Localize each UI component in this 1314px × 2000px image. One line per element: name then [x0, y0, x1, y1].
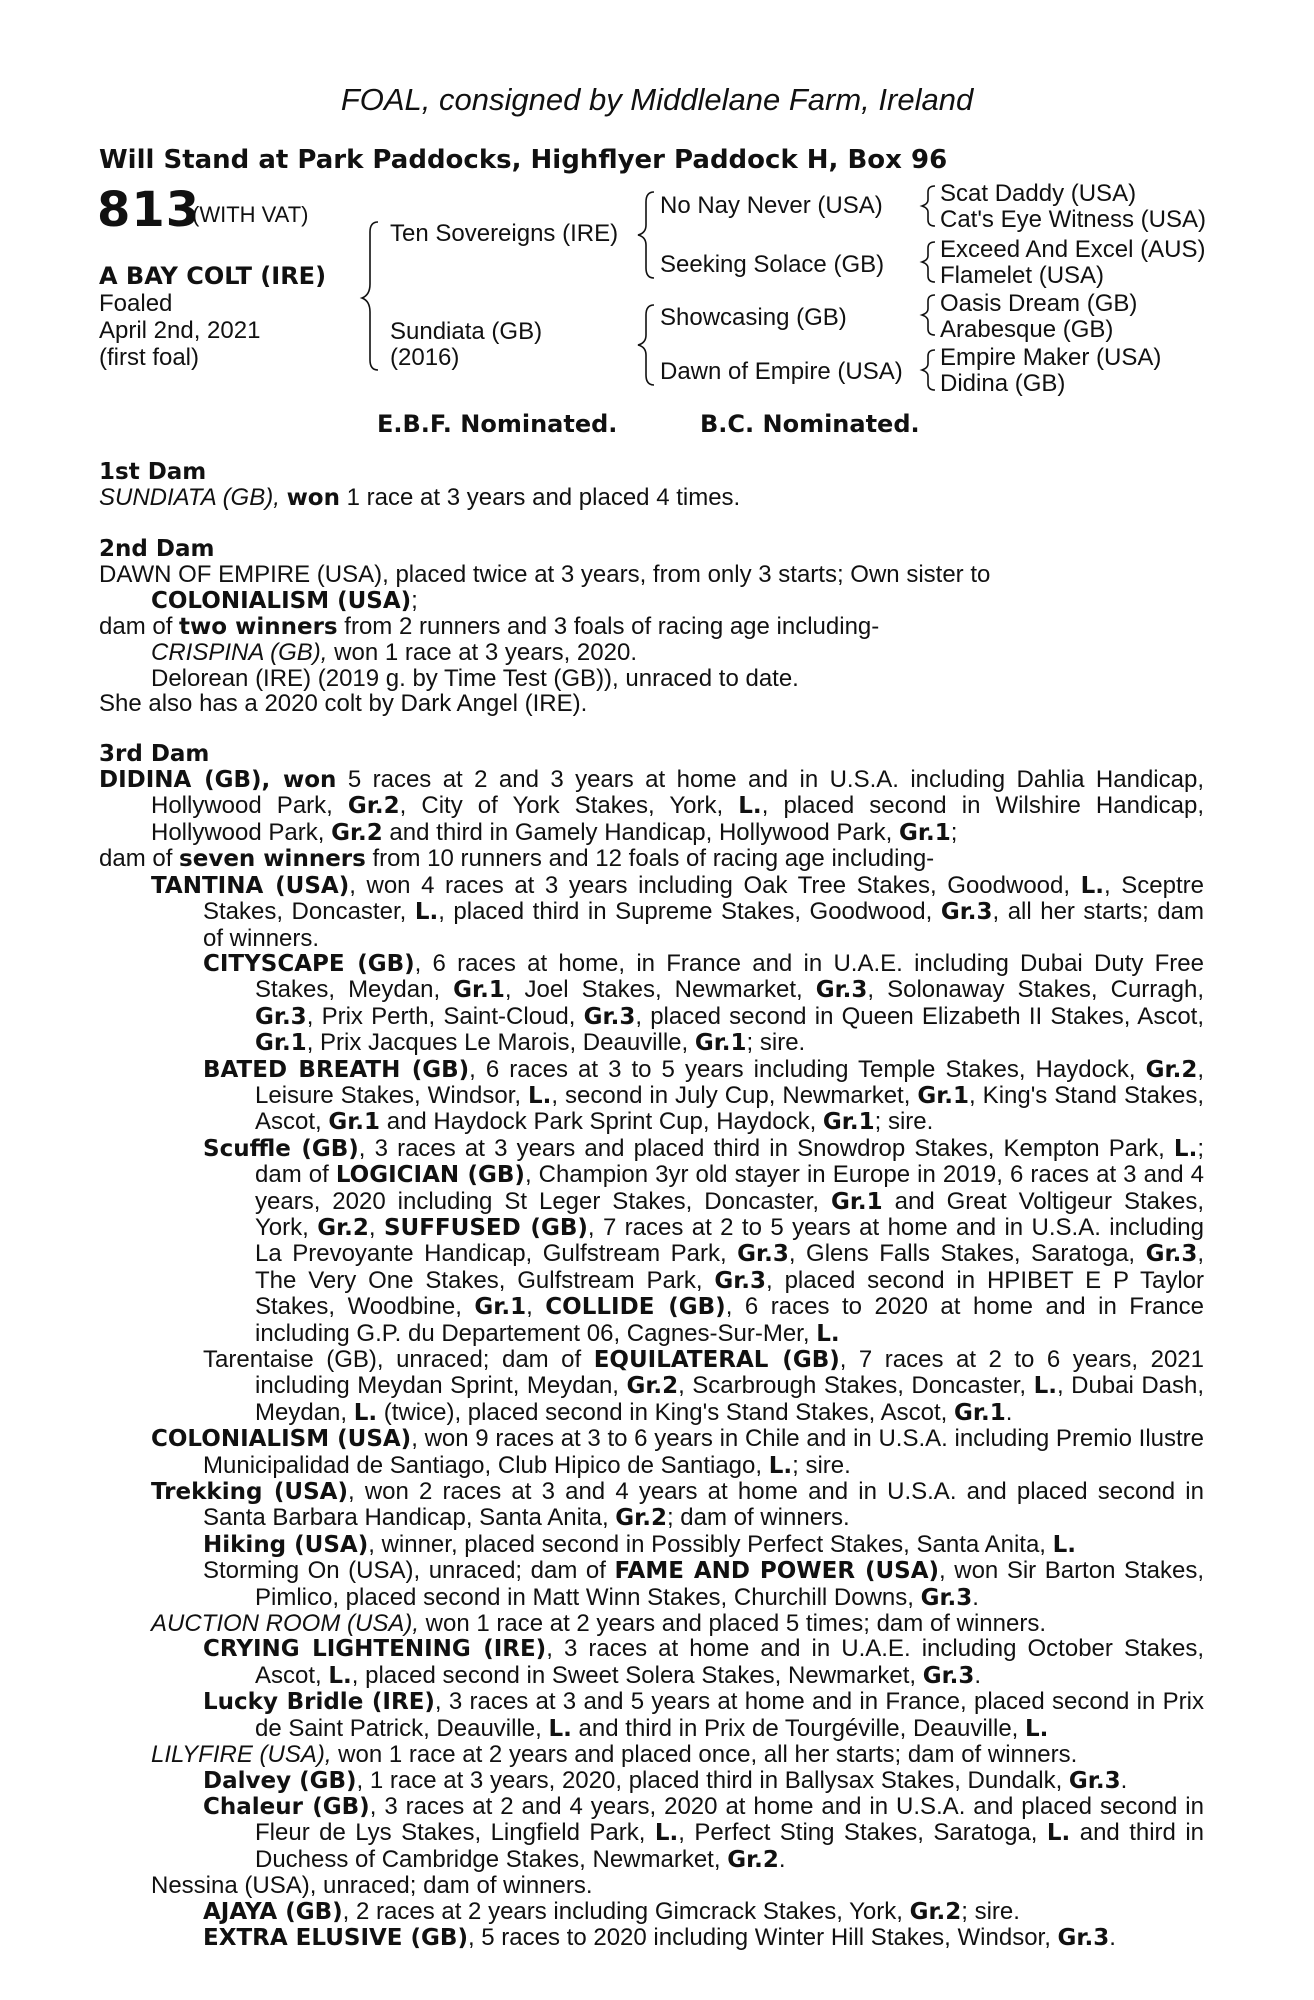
dalvey-entry — [99, 1768, 1204, 1794]
first-dam-name: SUNDIATA (GB), — [99, 484, 280, 512]
text-segment: , placed second in HPIBET E P Taylor Stakes, Woodbine, — [255, 1266, 1204, 1321]
text-segment: , 3 races at 2 and 4 years, 2020 at home and in U.S.A. and placed second in Fleur de Lys Stakes, Lingfield Park, — [255, 1792, 1204, 1847]
text-segment: , 3 races at 3 and 5 years at home and in France, placed second in Prix de Saint Patrick, Deauville, — [255, 1688, 1204, 1742]
text-segment: Nessina (USA), unraced; dam of winners. — [151, 1872, 593, 1900]
text-segment: TANTINA (USA) — [151, 872, 350, 899]
text-segment: L. — [738, 793, 762, 820]
cityscape-entry — [99, 951, 1204, 1057]
ajaya-entry — [99, 1899, 1204, 1925]
text-segment: AJAYA (GB) — [203, 1898, 343, 1925]
text-segment: Gr.2 — [317, 1214, 369, 1241]
text-segment: Gr.3 — [714, 1267, 767, 1294]
text-segment: , — [526, 1293, 546, 1321]
text-segment: Hiking (USA) — [203, 1531, 369, 1558]
text-segment: Gr.3 — [737, 1241, 789, 1268]
bated-breath-entry — [99, 1057, 1204, 1136]
text-segment: , placed second in Wilshire Handicap, Hollywood Park, — [151, 792, 1204, 846]
vat-note: (WITH VAT) — [192, 202, 309, 227]
sire-dam: Seeking Solace (GB) — [660, 251, 885, 278]
text-segment: , won Sir Barton Stakes, Pimlico, placed second in Matt Winn Stakes, Churchill Downs, — [255, 1557, 1205, 1611]
text-segment: , Glens Falls Stakes, Saratoga, — [788, 1240, 1146, 1268]
hiking-entry — [99, 1532, 1204, 1558]
text-segment: Gr.2 — [727, 1846, 779, 1873]
text-segment: Gr.3 — [1057, 1924, 1110, 1951]
text-segment: ; sire. — [746, 1029, 806, 1057]
first-dam-won: won — [286, 485, 340, 512]
text-segment: , The Very One Stakes, Gulfstream Park, — [255, 1240, 1204, 1294]
text-segment: L. — [1052, 1531, 1077, 1558]
auction-room-entry — [99, 1611, 1204, 1636]
text-segment: Gr.2 — [626, 1373, 679, 1400]
text-segment: L. — [528, 1082, 552, 1109]
text-segment: DAWN OF EMPIRE (USA), placed twice at 3 years, from only 3 starts; Own sister to — [99, 561, 991, 589]
nessina-entry — [99, 1873, 1204, 1898]
lucky-bridle-entry — [99, 1689, 1204, 1742]
text-segment: and third in Gamely Handicap, Hollywood Park, — [382, 818, 900, 846]
text-segment: COLONIALISM (USA) — [151, 1426, 412, 1453]
text-segment: L. — [414, 899, 439, 926]
text-segment: L. — [1046, 1820, 1071, 1847]
text-segment: , all her starts; dam of winners. — [203, 898, 1204, 952]
text-segment: from 2 runners and 3 foals of racing age including- — [337, 613, 880, 641]
tantina-entry — [99, 873, 1204, 951]
first-dam-heading: 1st Dam — [99, 459, 207, 485]
text-segment: , 6 races at home, in France and in U.A.E. including Dubai Duty Free Stakes, Meydan, — [255, 949, 1204, 1004]
text-segment: and Great Voltigeur Stakes, York, — [255, 1187, 1204, 1241]
text-segment: L. — [768, 1452, 793, 1479]
ancestor-4: Flamelet (USA) — [940, 262, 1105, 289]
text-segment: Gr.3 — [255, 1003, 307, 1030]
text-segment: dam of — [99, 845, 180, 873]
text-segment: , won 9 races at 3 to 6 years in Chile and in U.S.A. including Premio Ilustre Municipalidad de Santiago, Club Hipico de Santiago, — [203, 1425, 1205, 1479]
text-segment: Gr.2 — [347, 793, 400, 820]
text-segment: EXTRA ELUSIVE (GB) — [203, 1924, 468, 1951]
text-segment: L. — [1025, 1715, 1049, 1742]
text-segment: Gr.3 — [815, 977, 868, 1004]
ancestor-7: Empire Maker (USA) — [940, 344, 1162, 371]
text-segment: CRISPINA (GB), — [151, 639, 328, 667]
text-segment: L. — [548, 1715, 572, 1742]
text-segment: Dalvey (GB) — [203, 1767, 357, 1794]
text-segment: , Solonaway Stakes, Curragh, — [867, 976, 1205, 1004]
text-segment: COLLIDE (GB) — [545, 1294, 726, 1321]
text-segment: , Scarbrough Stakes, Doncaster, — [678, 1372, 1034, 1400]
text-segment: , 6 races at 3 to 5 years including Temple Stakes, Haydock, — [469, 1055, 1146, 1083]
text-segment: L. — [328, 1662, 352, 1689]
text-segment: ; dam of winners. — [666, 1504, 850, 1532]
text-segment: , Leisure Stakes, Windsor, — [255, 1055, 1204, 1109]
second-dam-produce — [99, 614, 1204, 640]
text-segment: . — [972, 1583, 979, 1611]
text-segment: Tarentaise (GB), unraced; dam of — [203, 1346, 594, 1373]
text-segment: , won 2 races at 3 and 4 years at home and in U.S.A. and placed second in Santa Barbara Handicap, Santa Anita, — [203, 1478, 1204, 1532]
ancestor-3: Exceed And Excel (AUS) — [940, 236, 1206, 263]
text-segment: , 3 races at 3 years and placed third in Snowdrop Stakes, Kempton Park, — [358, 1134, 1174, 1162]
text-segment: Gr.1 — [328, 1109, 381, 1136]
ancestor-2: Cat's Eye Witness (USA) — [940, 206, 1206, 233]
text-segment: Lucky Bridle (IRE) — [203, 1689, 435, 1716]
ancestor-8: Didina (GB) — [940, 370, 1066, 397]
ancestor-6: Arabesque (GB) — [940, 316, 1114, 343]
dam-year: (2016) — [390, 344, 460, 371]
text-segment: , Prix Jacques Le Marois, Deauville, — [306, 1029, 695, 1057]
text-segment: LOGICIAN (GB) — [335, 1162, 525, 1189]
ancestor-1: Scat Daddy (USA) — [940, 180, 1137, 207]
bc-nomination: B.C. Nominated. — [700, 410, 920, 438]
text-segment: , placed second in Queen Elizabeth II Stakes, Ascot, — [635, 1002, 1204, 1030]
text-segment: , Dubai Dash, Meydan, — [255, 1372, 1205, 1426]
text-segment: , Champion 3yr old stayer in Europe in 2019, 6 races at 3 and 4 years, 2020 including St Leger Stakes, Doncaster, — [255, 1161, 1205, 1215]
text-segment: , placed second in Sweet Solera Stakes, Newmarket, — [351, 1661, 923, 1689]
page-title: FOAL, consigned by Middlelane Farm, Ireland — [340, 82, 974, 117]
text-segment: , King's Stand Stakes, Ascot, — [255, 1081, 1204, 1136]
foaled-label: Foaled — [99, 290, 173, 317]
text-segment: , 2 races at 2 years including Gimcrack Stakes, York, — [342, 1897, 910, 1925]
storming-on-entry — [99, 1558, 1204, 1611]
text-segment: , Perfect Sting Stakes, Saratoga, — [678, 1819, 1047, 1847]
second-dam-heading: 2nd Dam — [99, 535, 215, 562]
text-segment: Storming On (USA), unraced; dam of — [203, 1557, 615, 1585]
text-segment: , 5 races to 2020 including Winter Hill Stakes, Windsor, — [467, 1923, 1058, 1951]
text-segment: and Haydock Park Sprint Cup, Haydock, — [380, 1108, 823, 1136]
scuffle-entry — [99, 1136, 1204, 1347]
text-segment: Gr.1 — [255, 1030, 307, 1057]
text-segment: . — [778, 1845, 786, 1873]
third-dam-heading: 3rd Dam — [99, 740, 210, 767]
text-segment: CRYING LIGHTENING (IRE) — [203, 1636, 547, 1663]
text-segment: Gr.2 — [1145, 1056, 1198, 1083]
text-segment: SUFFUSED (GB) — [383, 1214, 588, 1241]
text-segment: Gr.1 — [453, 977, 505, 1004]
sire-sire: No Nay Never (USA) — [660, 192, 883, 219]
text-segment: won 1 race at 2 years and placed 5 times; dam of winners. — [419, 1610, 1046, 1638]
stand-location: Will Stand at Park Paddocks, Highflyer Paddock H, Box 96 — [99, 145, 948, 175]
text-segment: ; dam of — [255, 1134, 1204, 1189]
text-segment: Gr.1 — [694, 1030, 747, 1057]
tarentaise-entry — [99, 1347, 1204, 1426]
trekking-entry — [99, 1479, 1204, 1532]
text-segment: , 1 race at 3 years, 2020, placed third in Ballysax Stakes, Dundalk, — [356, 1766, 1069, 1794]
text-segment: , — [368, 1213, 384, 1241]
text-segment: Gr.1 — [954, 1399, 1006, 1426]
ancestor-5: Oasis Dream (GB) — [940, 290, 1138, 317]
dam: Sundiata (GB) — [390, 318, 543, 345]
text-segment: ; — [950, 818, 958, 846]
text-segment: ; sire. — [874, 1108, 934, 1136]
text-segment: and third in Duchess of Cambridge Stakes, Newmarket, — [255, 1819, 1204, 1873]
lot-number: 813 — [97, 182, 201, 238]
text-segment: Gr.3 — [940, 899, 993, 926]
text-segment: Gr.2 — [331, 819, 383, 846]
crispina-entry — [99, 640, 1204, 665]
text-segment: ; sire. — [792, 1451, 851, 1479]
text-segment: L. — [353, 1399, 378, 1426]
text-segment: COLONIALISM (USA) — [151, 587, 412, 614]
text-segment: L. — [1173, 1135, 1198, 1162]
text-segment: Gr.3 — [920, 1584, 973, 1611]
text-segment: , placed third in Supreme Stakes, Goodwood, — [438, 898, 941, 926]
text-segment: Gr.3 — [583, 1003, 636, 1030]
extra-elusive-entry — [99, 1925, 1204, 1951]
colt-2020-entry: She also has a 2020 colt by Dark Angel (IRE). — [99, 690, 588, 718]
text-segment: AUCTION ROOM (USA), — [151, 1610, 419, 1638]
text-segment: Gr.2 — [909, 1898, 962, 1925]
text-segment: Gr.1 — [917, 1082, 970, 1109]
delorean-entry: Delorean (IRE) (2019 g. by Time Test (GB)), unraced to date. — [151, 664, 799, 692]
text-segment: won 1 race at 3 years, 2020. — [327, 639, 637, 667]
text-segment: L. — [654, 1820, 679, 1847]
text-segment: , won 4 races at 3 years including Oak Tree Stakes, Goodwood, — [349, 871, 1081, 899]
sire: Ten Sovereigns (IRE) — [390, 220, 619, 247]
pedigree-details — [99, 460, 1204, 1951]
foaled-date: April 2nd, 2021 — [99, 317, 261, 344]
ebf-nomination: E.B.F. Nominated. — [377, 410, 618, 438]
text-segment: won 1 race at 2 years and placed once, all her starts; dam of winners. — [331, 1741, 1078, 1769]
text-segment: . — [1109, 1923, 1116, 1951]
text-segment: CITYSCAPE (GB) — [203, 950, 415, 977]
text-segment: FAME AND POWER (USA) — [614, 1558, 940, 1585]
first-dam-text: 1 race at 3 years and placed 4 times. — [340, 484, 741, 512]
text-segment: Gr.1 — [830, 1188, 883, 1215]
text-segment: L. — [1080, 872, 1105, 899]
crying-lightening-entry — [99, 1636, 1204, 1689]
text-segment: BATED BREATH (GB) — [203, 1056, 470, 1083]
text-segment: Gr.2 — [615, 1505, 667, 1532]
second-dam-sister — [99, 588, 1204, 614]
text-segment: Trekking (USA) — [151, 1479, 348, 1506]
text-segment: ; sire. — [961, 1897, 1020, 1925]
text-segment: seven winners — [179, 846, 366, 873]
text-segment: dam of — [99, 613, 180, 641]
horse-name: A BAY COLT (IRE) — [99, 262, 327, 290]
text-segment: Scuffle (GB) — [203, 1135, 359, 1162]
text-segment: , 3 races at home and in U.A.E. including October Stakes, Ascot, — [255, 1635, 1204, 1689]
dam-sire: Showcasing (GB) — [660, 304, 847, 331]
text-segment: (twice), placed second in King's Stand Stakes, Ascot, — [377, 1398, 955, 1426]
text-segment: DIDINA (GB), won — [99, 767, 337, 794]
text-segment: , 7 races at 2 to 6 years, 2021 including Meydan Sprint, Meydan, — [255, 1346, 1205, 1400]
text-segment: Gr.1 — [474, 1294, 527, 1321]
text-segment: Chaleur (GB) — [203, 1793, 370, 1820]
text-segment: ; — [411, 586, 418, 614]
text-segment: two winners — [179, 614, 338, 641]
text-segment: , second in July Cup, Newmarket, — [551, 1081, 918, 1109]
text-segment: , winner, placed second in Possibly Perfect Stakes, Santa Anita, — [368, 1530, 1053, 1558]
dam-dam: Dawn of Empire (USA) — [660, 358, 903, 385]
text-segment: Gr.3 — [922, 1662, 975, 1689]
chaleur-entry — [99, 1794, 1204, 1873]
text-segment: Gr.1 — [822, 1109, 875, 1136]
first-dam-entry — [99, 485, 1204, 511]
text-segment: , City of York Stakes, York, — [399, 792, 739, 820]
text-segment: , 6 races to 2020 at home and in France including G.P. du Departement 06, Cagnes-Sur-Mer, — [255, 1293, 1205, 1347]
lilyfire-entry — [99, 1742, 1204, 1767]
colonialism-entry — [99, 1426, 1204, 1479]
text-segment: Gr.1 — [899, 819, 951, 846]
text-segment: EQUILATERAL (GB) — [593, 1347, 840, 1373]
text-segment: L. — [816, 1320, 840, 1347]
text-segment: 5 races at 2 and 3 years at home and in U.S.A. including Dahlia Handicap, Hollywood Park, — [151, 766, 1204, 820]
text-segment: . — [1005, 1398, 1013, 1426]
text-segment: . — [1120, 1766, 1128, 1794]
text-segment: LILYFIRE (USA), — [151, 1741, 332, 1769]
text-segment: , Sceptre Stakes, Doncaster, — [203, 871, 1204, 926]
text-segment: L. — [1033, 1373, 1057, 1400]
didina-produce — [99, 846, 1204, 872]
text-segment: Gr.3 — [1068, 1767, 1121, 1794]
foal-note: (first foal) — [99, 344, 200, 371]
text-segment: Gr.3 — [1145, 1241, 1198, 1268]
didina-entry — [99, 767, 1204, 846]
text-segment: , 7 races at 2 to 5 years at home and in U.S.A. including La Prevoyante Handicap, Gulfstream Park, — [255, 1213, 1205, 1268]
text-segment: and third in Prix de Tourgéville, Deauville, — [571, 1714, 1026, 1742]
text-segment: , Joel Stakes, Newmarket, — [504, 976, 816, 1004]
text-segment: from 10 runners and 12 foals of racing age including- — [365, 845, 935, 873]
text-segment: , Prix Perth, Saint-Cloud, — [306, 1002, 584, 1030]
second-dam-entry — [99, 562, 1204, 587]
text-segment: . — [974, 1661, 982, 1689]
